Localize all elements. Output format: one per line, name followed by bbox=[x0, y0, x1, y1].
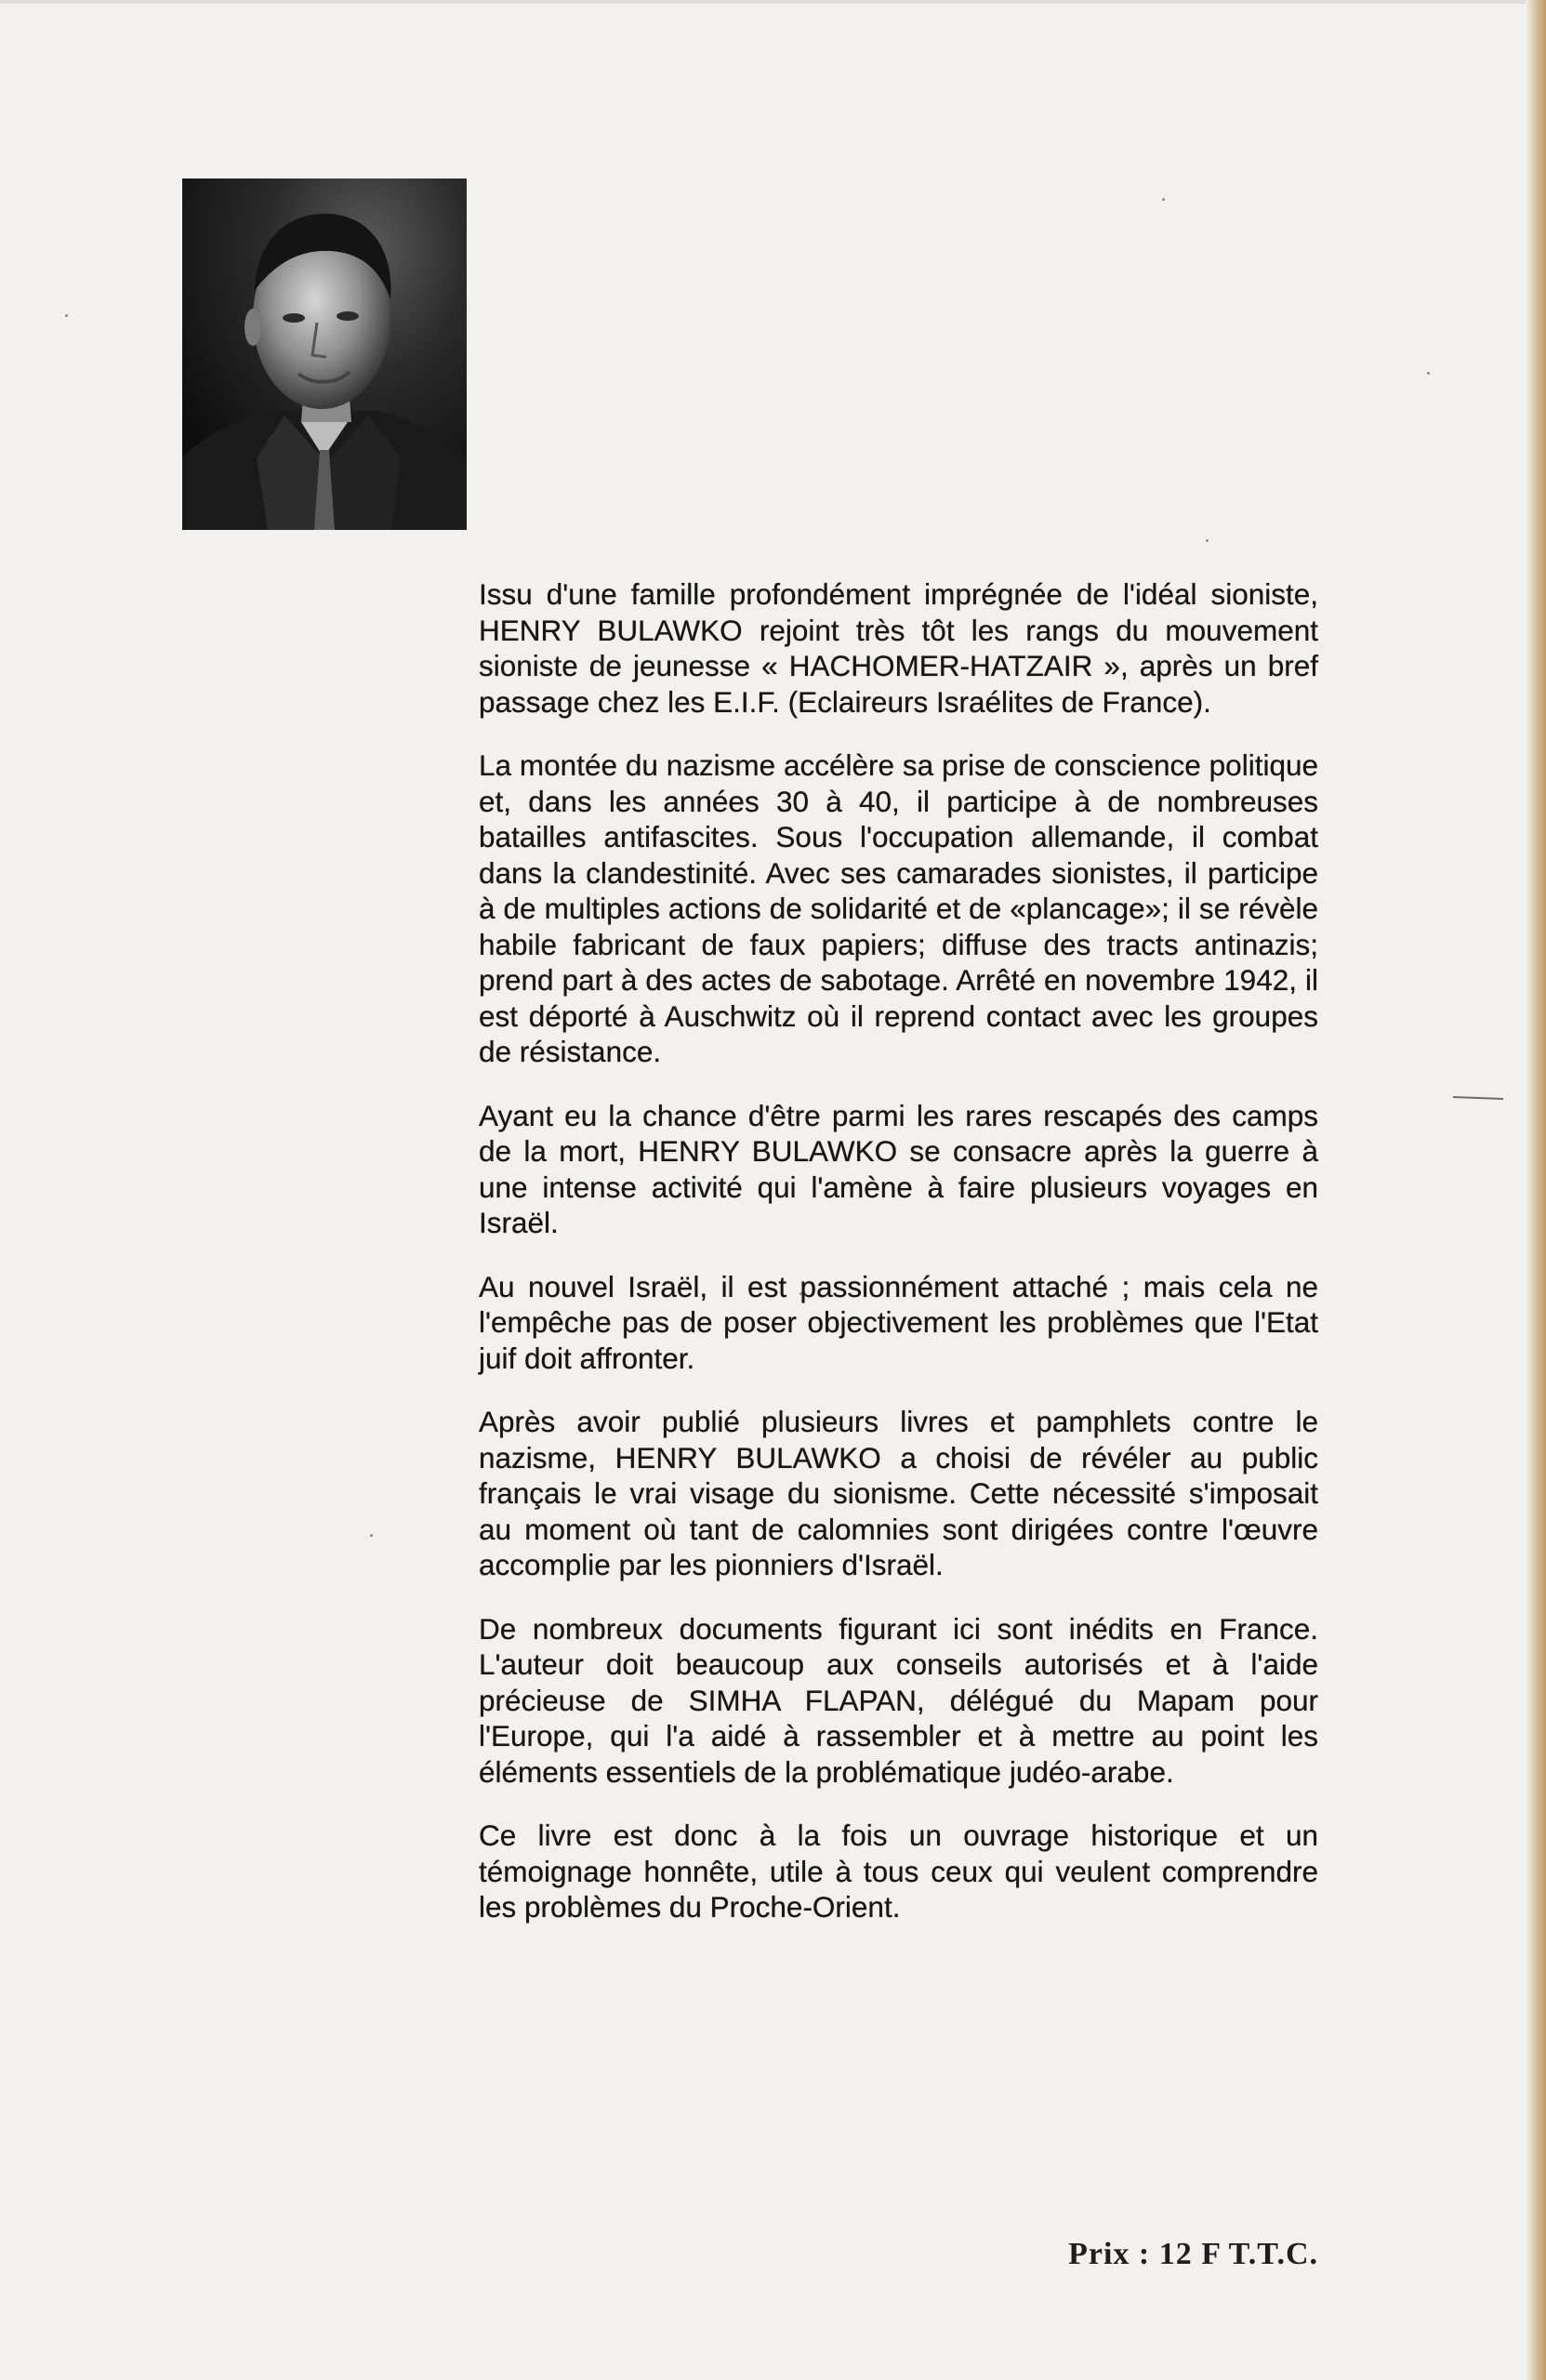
margin-mark bbox=[1453, 1096, 1503, 1100]
paper-speck bbox=[1427, 372, 1430, 375]
biography-paragraph: Après avoir publié plusieurs livres et pamphlets contre le nazisme, HENRY BULAWKO a choisi de révéler au public français le vrai visage du sionisme. Cette nécessité s'imposait au moment où tant de calomnies sont dirigées contre l'œuvre accomplie par les pionniers d'Israël. bbox=[479, 1405, 1318, 1581]
biography-paragraph: De nombreux documents figurant ici sont inédits en France. L'auteur doit beaucoup aux conseils autorisés et à l'aide précieuse de SIMHA FLAPAN, délégué du Mapam pour l'Europe, qui l'a aidé à rassembler et à mettre au point les éléments essentiels de la problématique judéo-arabe. bbox=[479, 1611, 1318, 1789]
biography-paragraph: Au nouvel Israël, il est passionnément attaché ; mais cela ne l'empêche pas de poser objectivement les problèmes que l'Etat juif doit affronter. bbox=[479, 1269, 1318, 1375]
paper-speck bbox=[370, 1534, 373, 1537]
paper-speck bbox=[1162, 198, 1165, 201]
price-label: Prix : 12 F T.T.C. bbox=[1068, 2237, 1318, 2271]
page-right-edge bbox=[1526, 0, 1546, 2380]
biography-paragraph: Issu d'une famille profondément imprégnée de l'idéal sioniste, HENRY BULAWKO rejoint très tôt les rangs du mouvement sioniste de jeunesse « HACHOMER-HATZAIR », après un bref passage chez les E.I.F. (Eclaireurs Israélites de France). bbox=[479, 577, 1318, 719]
author-biography bbox=[479, 576, 1318, 1953]
paper-speck bbox=[65, 314, 68, 317]
page-top-edge bbox=[0, 0, 1546, 4]
biography-paragraph: Ce livre est donc à la fois un ouvrage historique et un témoignage honnête, utile à tous ceux qui veulent comprendre les problèmes du Proche-Orient. bbox=[479, 1818, 1318, 1924]
biography-paragraph: Ayant eu la chance d'être parmi les rares rescapés des camps de la mort, HENRY BULAWKO se consacre après la guerre à une intense activité qui l'amène à faire plusieurs voyages en Israël. bbox=[479, 1098, 1318, 1239]
author-portrait-image bbox=[182, 178, 467, 530]
biography-paragraph: La montée du nazisme accélère sa prise de conscience politique et, dans les années 30 à 40, il participe à de nombreuses batailles antifascites. Sous l'occupation allemande, il combat dans la clandestinité. Avec ses camarades sionistes, il participe à de multiples actions de solidarité et de «plancage»; il se révèle habile fabricant de faux papiers; diffuse des tracts antinazis; prend part à des actes de sabotage. Arrêté en novembre 1942, il est déporté à Auschwitz où il reprend contact avec les groupes de résistance. bbox=[479, 748, 1318, 1068]
author-photo bbox=[182, 178, 467, 530]
paper-speck bbox=[1206, 539, 1209, 542]
